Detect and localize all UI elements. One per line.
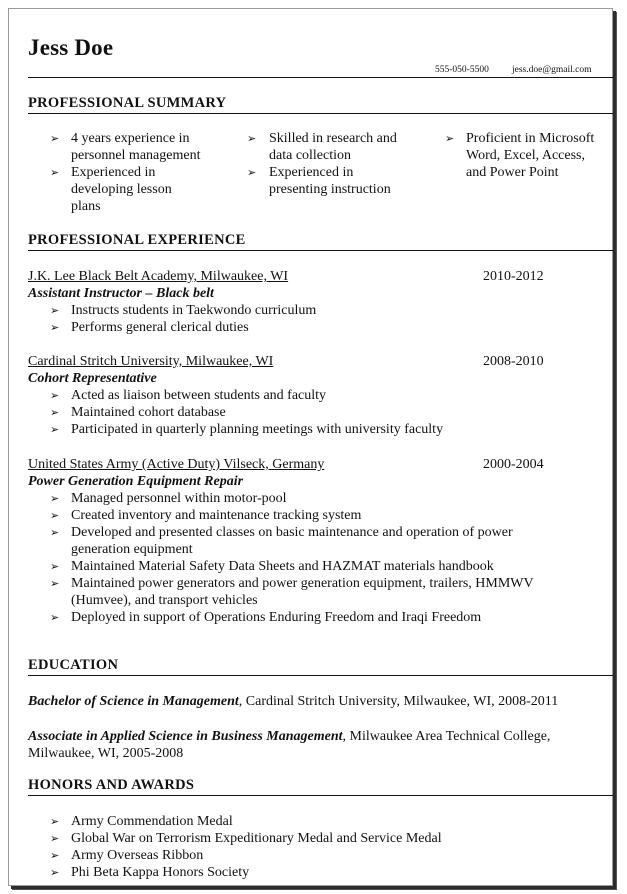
summary-item-text: data collection <box>269 148 352 163</box>
duty-item-text: Maintained cohort database <box>71 405 226 420</box>
section-heading-summary: PROFESSIONAL SUMMARY <box>28 95 227 111</box>
section-heading-education: EDUCATION <box>28 657 119 673</box>
section-heading-experience: PROFESSIONAL EXPERIENCE <box>28 232 246 248</box>
bullet-arrow-icon: ➢ <box>50 816 60 828</box>
summary-item-text: Skilled in research and <box>269 131 397 146</box>
summary-item-text: 4 years experience in <box>71 131 190 146</box>
duty-item-text: Created inventory and maintenance tracking system <box>71 508 362 523</box>
bullet-arrow-icon: ➢ <box>50 527 60 539</box>
summary-item-text: Proficient in Microsoft <box>466 131 595 146</box>
bullet-arrow-icon: ➢ <box>50 322 60 334</box>
duty-item-text: Participated in quarterly planning meetings with university faculty <box>71 422 444 437</box>
employment-dates: 2010-2012 <box>483 269 544 284</box>
job-title: Cohort Representative <box>28 371 157 386</box>
bullet-arrow-icon: ➢ <box>50 493 60 505</box>
summary-item-text: Experienced in <box>71 165 156 180</box>
duty-item-text: Maintained Material Safety Data Sheets and HAZMAT materials handbook <box>71 559 494 574</box>
education-rule <box>28 675 613 676</box>
employment-dates: 2008-2010 <box>483 354 544 369</box>
duty-item-text: (Humvee), and transport vehicles <box>71 593 258 608</box>
employer-name: J.K. Lee Black Belt Academy, Milwaukee, WI <box>28 269 289 284</box>
employer-name: Cardinal Stritch University, Milwaukee, WI <box>28 354 274 369</box>
resume-page <box>8 8 613 886</box>
bullet-arrow-icon: ➢ <box>50 612 60 624</box>
experience-rule <box>28 250 613 251</box>
employer-name: United States Army (Active Duty) Vilseck, Germany <box>28 457 325 472</box>
summary-rule <box>28 113 613 114</box>
job-title: Power Generation Equipment Repair <box>28 474 244 489</box>
bullet-arrow-icon: ➢ <box>50 390 60 402</box>
duty-item-text: Acted as liaison between students and faculty <box>71 388 327 403</box>
bullet-arrow-icon: ➢ <box>247 133 257 145</box>
duty-item-text: Maintained power generators and power generation equipment, trailers, HMMWV <box>71 576 534 591</box>
degree-location: Milwaukee, WI, 2005-2008 <box>28 746 184 761</box>
bullet-arrow-icon: ➢ <box>50 424 60 436</box>
section-heading-honors: HONORS AND AWARDS <box>28 777 195 793</box>
summary-item-text: developing lesson <box>71 182 172 197</box>
duty-item-text: generation equipment <box>71 542 193 557</box>
bullet-arrow-icon: ➢ <box>50 867 60 879</box>
bullet-arrow-icon: ➢ <box>445 133 455 145</box>
honors-rule <box>28 795 613 796</box>
education-entry <box>28 693 558 710</box>
bullet-arrow-icon: ➢ <box>50 133 60 145</box>
summary-item-text: plans <box>71 199 101 214</box>
education-entry <box>28 728 550 745</box>
bullet-arrow-icon: ➢ <box>50 167 60 179</box>
bullet-arrow-icon: ➢ <box>50 850 60 862</box>
bullet-arrow-icon: ➢ <box>50 833 60 845</box>
duty-item-text: Deployed in support of Operations Enduring Freedom and Iraqi Freedom <box>71 610 482 625</box>
bullet-arrow-icon: ➢ <box>247 167 257 179</box>
honor-item: Global War on Terrorism Expeditionary Medal and Service Medal <box>71 831 442 846</box>
bullet-arrow-icon: ➢ <box>50 561 60 573</box>
bullet-arrow-icon: ➢ <box>50 578 60 590</box>
honor-item: Phi Beta Kappa Honors Society <box>71 865 250 880</box>
duty-item-text: Performs general clerical duties <box>71 320 249 335</box>
header-rule <box>28 77 613 78</box>
duty-item-text: Managed personnel within motor-pool <box>71 491 287 506</box>
summary-item-text: Experienced in <box>269 165 354 180</box>
degree-name: Bachelor of Science in Management <box>28 694 239 709</box>
contact-email: jess.doe@gmail.com <box>512 65 592 75</box>
employment-dates: 2000-2004 <box>483 457 544 472</box>
bullet-arrow-icon: ➢ <box>50 510 60 522</box>
bullet-arrow-icon: ➢ <box>50 407 60 419</box>
duty-item-text: Developed and presented classes on basic maintenance and operation of power <box>71 525 513 540</box>
honor-item: Army Commendation Medal <box>71 814 233 829</box>
summary-item-text: and Power Point <box>466 165 559 180</box>
summary-item-text: Word, Excel, Access, <box>466 148 585 163</box>
degree-name: Associate in Applied Science in Business Management <box>28 729 343 744</box>
candidate-name: Jess Doe <box>28 35 114 60</box>
degree-institution: , Milwaukee Area Technical College, <box>342 729 551 744</box>
honor-item: Army Overseas Ribbon <box>71 848 204 863</box>
bullet-arrow-icon: ➢ <box>50 305 60 317</box>
degree-institution: , Cardinal Stritch University, Milwaukee, WI, 2008-2011 <box>238 694 559 709</box>
duty-item-text: Instructs students in Taekwondo curriculum <box>71 303 317 318</box>
job-title: Assistant Instructor – Black belt <box>28 286 214 301</box>
summary-item-text: presenting instruction <box>269 182 391 197</box>
summary-item-text: personnel management <box>71 148 201 163</box>
contact-phone: 555-050-5500 <box>435 65 489 75</box>
